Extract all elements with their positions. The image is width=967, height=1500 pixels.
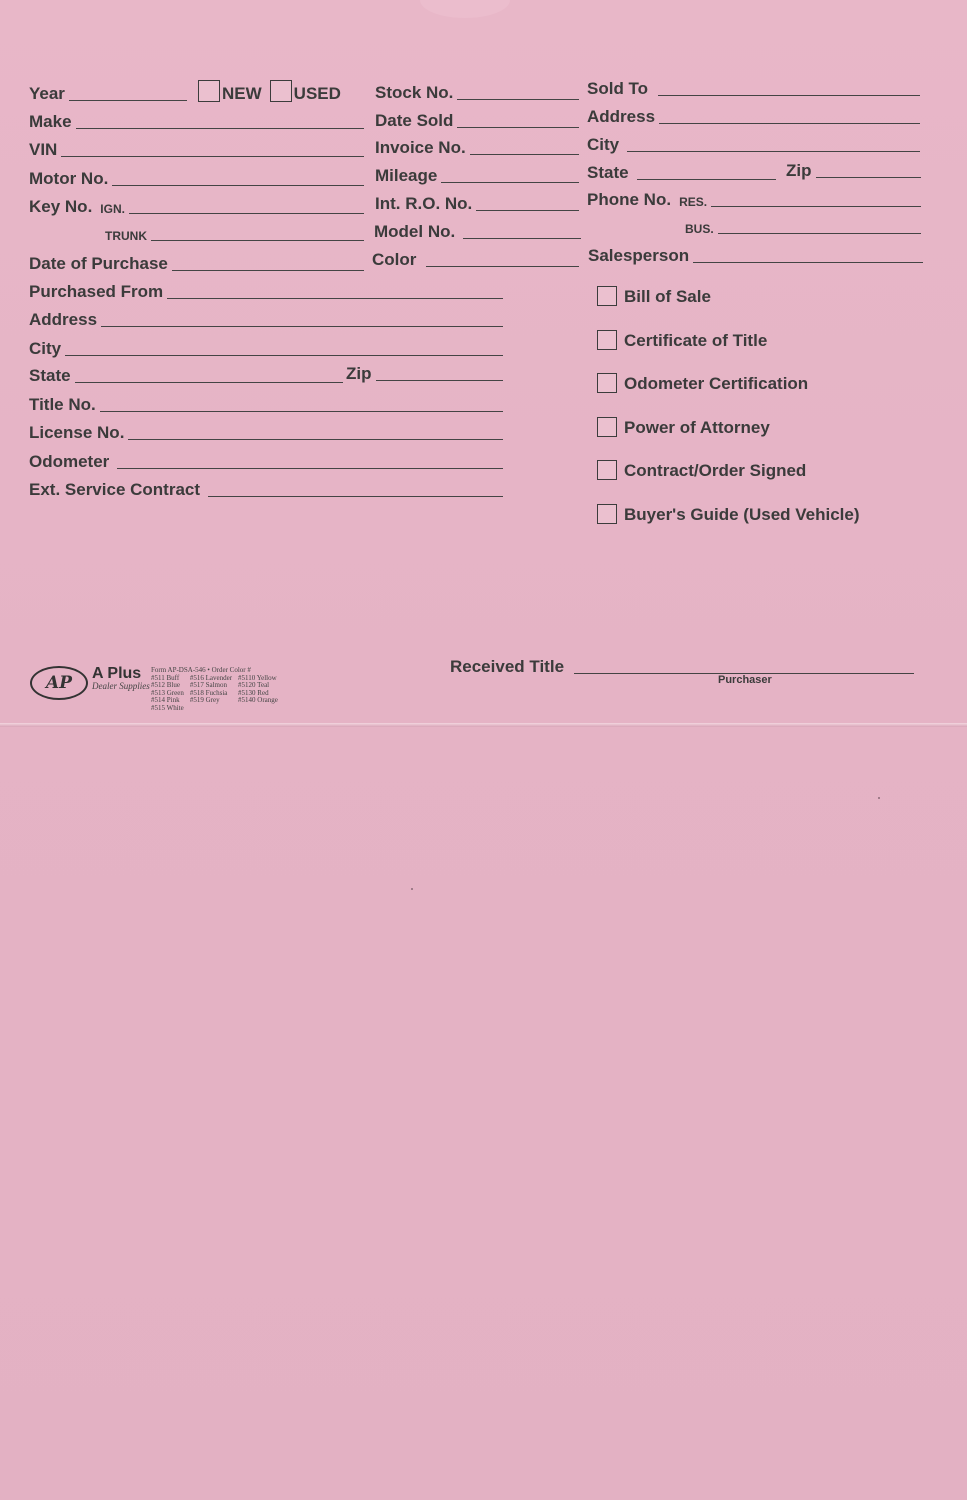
- checklist-label: Buyer's Guide (Used Vehicle): [624, 504, 860, 524]
- license-no-line: [128, 439, 503, 440]
- envelope-tab: [420, 0, 510, 18]
- bus-label: BUS.: [685, 222, 714, 236]
- mileage-line: [441, 182, 579, 183]
- received-title-label: Received Title: [450, 657, 565, 676]
- odometer-certification-checkbox[interactable]: [597, 373, 617, 393]
- buyers-guide-checkbox[interactable]: [597, 504, 617, 524]
- brand-tagline: Dealer Supplies: [92, 681, 150, 691]
- ap-logo-mark: AP: [30, 666, 88, 700]
- checklist-label: Odometer Certification: [624, 373, 809, 393]
- new-used-options: [198, 80, 368, 102]
- motor-no-line: [112, 185, 364, 186]
- title-no-field[interactable]: [29, 391, 503, 413]
- seller-address-field[interactable]: [29, 306, 503, 328]
- checklist-item[interactable]: [597, 460, 806, 480]
- color-code: #512 Blue: [151, 681, 180, 689]
- phone-bus-line: [718, 233, 921, 234]
- year-field[interactable]: [29, 80, 187, 102]
- color-code: #5130 Red: [238, 688, 269, 697]
- buyer-address-line: [659, 123, 920, 124]
- int-ro-no-label: Int. R.O. No.: [375, 194, 473, 213]
- buyer-state-field[interactable]: [587, 159, 776, 181]
- license-no-field[interactable]: [29, 419, 503, 441]
- used-label: USED: [293, 84, 341, 103]
- date-of-purchase-label: Date of Purchase: [29, 254, 168, 273]
- color-code: #5140 Orange: [238, 696, 278, 704]
- checklist-label: Certificate of Title: [624, 330, 768, 350]
- checklist-label: Bill of Sale: [624, 286, 711, 306]
- color-code: #516 Lavender: [189, 673, 233, 682]
- ext-service-contract-label: Ext. Service Contract: [29, 480, 201, 499]
- buyer-city-line: [627, 151, 920, 152]
- salesperson-field[interactable]: [588, 242, 923, 264]
- color-code: #5120 Teal: [238, 681, 270, 689]
- phone-bus-field[interactable]: [685, 213, 921, 235]
- phone-res-line: [711, 206, 921, 207]
- date-of-purchase-line: [172, 270, 364, 271]
- buyer-zip-field[interactable]: [786, 157, 921, 179]
- color-code: #517 Salmon: [189, 681, 227, 689]
- color-code: #513 Green: [151, 688, 184, 697]
- year-line: [69, 100, 187, 101]
- buyer-address-label: Address: [587, 107, 656, 126]
- sold-to-field[interactable]: [587, 75, 920, 97]
- key-no-label: Key No.: [29, 197, 93, 216]
- checklist-item[interactable]: [597, 417, 770, 437]
- date-sold-line: [457, 127, 579, 128]
- res-label: RES.: [679, 195, 708, 209]
- envelope-flap-fold: [0, 723, 967, 727]
- color-list-1: [151, 675, 184, 713]
- color-list-2: [190, 675, 232, 713]
- seller-address-label: Address: [29, 310, 98, 329]
- mileage-label: Mileage: [375, 166, 438, 185]
- model-no-label: Model No.: [374, 222, 456, 241]
- buyer-city-field[interactable]: [587, 131, 920, 153]
- buyer-city-label: City: [587, 135, 620, 154]
- make-field[interactable]: [29, 108, 364, 130]
- paper-speck: [411, 888, 413, 890]
- trunk-label: TRUNK: [105, 229, 147, 243]
- color-code: #515 White: [151, 703, 184, 712]
- vin-label: VIN: [29, 140, 58, 159]
- seller-city-label: City: [29, 339, 62, 358]
- ign-line: [129, 213, 364, 214]
- seller-state-line: [75, 382, 343, 383]
- color-code: #518 Fuchsia: [189, 688, 228, 697]
- date-sold-label: Date Sold: [375, 111, 454, 130]
- purchased-from-label: Purchased From: [29, 282, 164, 301]
- power-of-attorney-checkbox[interactable]: [597, 417, 617, 437]
- ext-service-contract-line: [208, 496, 503, 497]
- model-no-line: [463, 238, 581, 239]
- buyer-zip-line: [816, 177, 922, 178]
- vin-field[interactable]: [29, 136, 364, 158]
- license-no-label: License No.: [29, 423, 125, 442]
- seller-address-line: [101, 326, 503, 327]
- mileage-field[interactable]: [375, 162, 579, 184]
- seller-zip-field[interactable]: [346, 360, 503, 382]
- buyer-state-line: [637, 179, 776, 180]
- invoice-no-field[interactable]: [375, 134, 579, 156]
- color-code: #514 Pink: [151, 696, 180, 704]
- form-number: Form AP-DSA-546 • Order Color #: [151, 666, 251, 674]
- checklist-label: Power of Attorney: [624, 417, 770, 437]
- invoice-no-line: [470, 154, 579, 155]
- title-no-line: [100, 411, 503, 412]
- checklist-item[interactable]: [597, 286, 711, 306]
- phone-no-label: Phone No.: [587, 190, 672, 209]
- form-order-info: [151, 667, 278, 712]
- paper-speck: [878, 797, 880, 799]
- brand-title: A Plus: [92, 665, 142, 682]
- purchased-from-line: [167, 298, 503, 299]
- bill-of-sale-checkbox[interactable]: [597, 286, 617, 306]
- checklist-label: Contract/Order Signed: [624, 460, 807, 480]
- seller-zip-label: Zip: [346, 364, 372, 383]
- buyer-address-field[interactable]: [587, 103, 920, 125]
- int-ro-no-field[interactable]: [375, 190, 579, 212]
- year-label: Year: [29, 84, 65, 103]
- stock-no-field[interactable]: [375, 79, 579, 101]
- checklist-item[interactable]: [597, 373, 808, 393]
- motor-no-label: Motor No.: [29, 169, 109, 188]
- aplus-logo: [30, 666, 150, 700]
- salesperson-label: Salesperson: [588, 246, 690, 265]
- salesperson-line: [693, 262, 923, 263]
- vin-line: [61, 156, 364, 157]
- motor-no-field[interactable]: [29, 165, 364, 187]
- stock-no-label: Stock No.: [375, 83, 454, 102]
- trunk-key-field[interactable]: [105, 220, 364, 242]
- new-label: NEW: [222, 84, 262, 103]
- stock-no-line: [457, 99, 579, 100]
- phone-res-field[interactable]: [587, 186, 921, 208]
- ext-service-contract-field[interactable]: [29, 476, 503, 498]
- seller-city-field[interactable]: [29, 335, 503, 357]
- int-ro-no-line: [476, 210, 579, 211]
- color-line: [426, 266, 579, 267]
- seller-state-label: State: [29, 366, 71, 385]
- certificate-of-title-checkbox[interactable]: [597, 330, 617, 350]
- color-code: #5110 Yellow: [238, 673, 277, 682]
- sold-to-label: Sold To: [587, 79, 649, 98]
- make-line: [76, 128, 364, 129]
- odometer-line: [117, 468, 503, 469]
- invoice-no-label: Invoice No.: [375, 138, 466, 157]
- model-no-field[interactable]: [374, 218, 581, 240]
- color-code: #511 Buff: [151, 673, 180, 682]
- used-checkbox[interactable]: [270, 80, 292, 102]
- checklist-item[interactable]: [597, 504, 860, 524]
- brand-name: [92, 666, 150, 691]
- received-title-field[interactable]: [450, 653, 914, 675]
- checklist-item[interactable]: [597, 330, 767, 350]
- key-no-field[interactable]: [29, 193, 364, 215]
- date-sold-field[interactable]: [375, 107, 579, 129]
- sold-to-line: [658, 95, 920, 96]
- trunk-line: [151, 240, 364, 241]
- purchaser-label: Purchaser: [718, 674, 772, 686]
- color-field[interactable]: [372, 246, 579, 268]
- buyer-zip-label: Zip: [786, 161, 812, 180]
- odometer-label: Odometer: [29, 452, 110, 471]
- new-checkbox[interactable]: [198, 80, 220, 102]
- seller-state-field[interactable]: [29, 362, 343, 384]
- contract-order-signed-checkbox[interactable]: [597, 460, 617, 480]
- ign-label: IGN.: [100, 202, 125, 216]
- purchased-from-field[interactable]: [29, 278, 503, 300]
- odometer-field[interactable]: [29, 448, 503, 470]
- title-no-label: Title No.: [29, 395, 96, 414]
- seller-zip-line: [376, 380, 504, 381]
- seller-city-line: [65, 355, 503, 356]
- date-of-purchase-field[interactable]: [29, 250, 364, 272]
- color-label: Color: [372, 250, 417, 269]
- make-label: Make: [29, 112, 72, 131]
- color-code: #519 Grey: [189, 696, 220, 704]
- color-list-3: [238, 675, 278, 713]
- buyer-state-label: State: [587, 163, 629, 182]
